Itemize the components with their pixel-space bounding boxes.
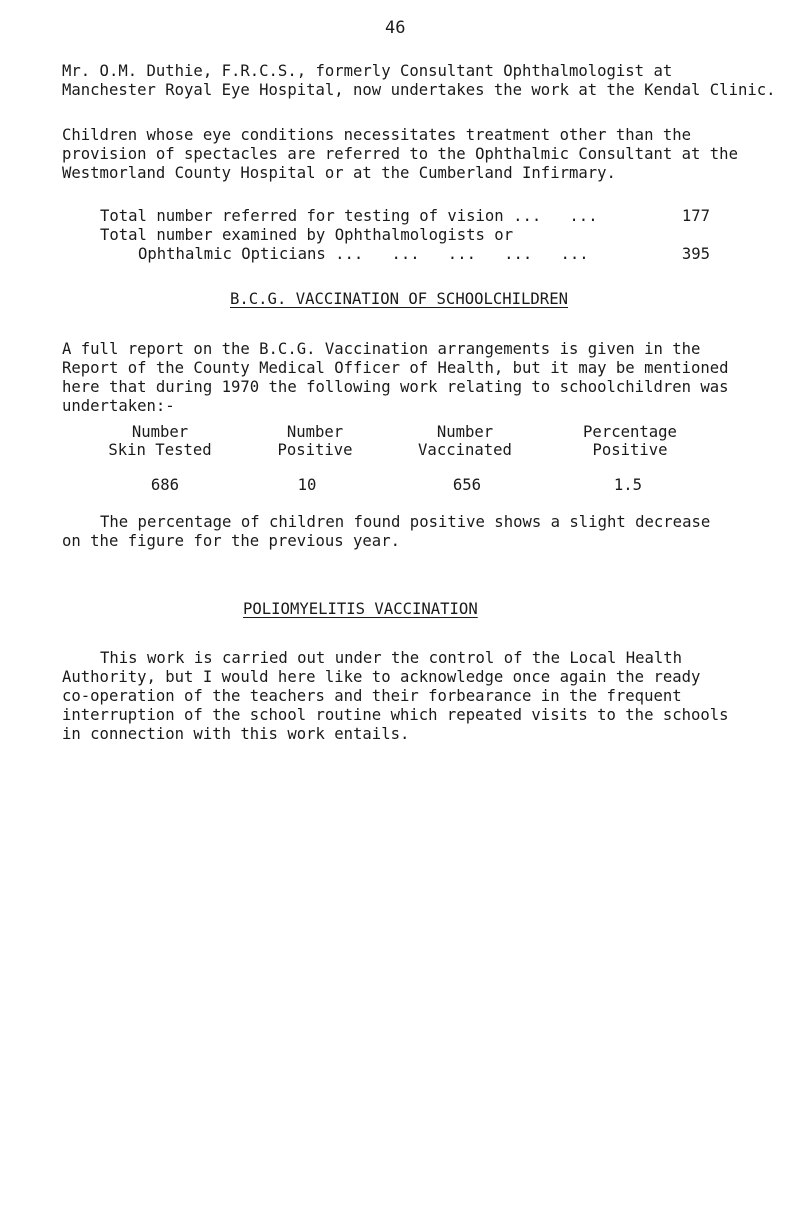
header-line: Number — [286, 423, 344, 441]
page-number: 46 — [385, 18, 406, 38]
stat-examined-label-2: Ophthalmic Opticians ... ... ... ... ... — [138, 245, 589, 263]
para1-line-1: Mr. O.M. Duthie, F.R.C.S., formerly Consultant Ophthalmologist at — [62, 62, 673, 80]
polio-heading: POLIOMYELITIS VACCINATION — [243, 600, 478, 618]
polio-para-line-1: This work is carried out under the control of the Local Health — [100, 649, 683, 667]
table-header-vaccinated — [400, 423, 530, 459]
table-value-percentage: 1.5 — [613, 476, 643, 494]
header-line: Number — [131, 423, 189, 441]
header-line: Percentage — [583, 423, 677, 441]
polio-para-line-2: Authority, but I would here like to acknowledge once again the ready — [62, 668, 701, 686]
header-line: Skin Tested — [108, 441, 212, 459]
bcg-heading: B.C.G. VACCINATION OF SCHOOLCHILDREN — [230, 290, 568, 308]
table-value-positive: 10 — [297, 476, 317, 494]
stat-referred-label: Total number referred for testing of vision ... ... — [100, 207, 598, 225]
bcg-conclusion-line-2: on the figure for the previous year. — [62, 532, 400, 550]
para2-line-2: provision of spectacles are referred to the Ophthalmic Consultant at the — [62, 145, 738, 163]
header-line: Number — [436, 423, 494, 441]
table-header-positive — [260, 423, 370, 459]
para2-line-3: Westmorland County Hospital or at the Cumberland Infirmary. — [62, 164, 616, 182]
polio-para-line-4: interruption of the school routine which repeated visits to the schools — [62, 706, 729, 724]
polio-para-line-5: in connection with this work entails. — [62, 725, 410, 743]
para1-line-2: Manchester Royal Eye Hospital, now undertakes the work at the Kendal Clinic. — [62, 81, 776, 99]
table-value-skin-tested: 686 — [150, 476, 180, 494]
bcg-para-line-3: here that during 1970 the following work relating to schoolchildren was — [62, 378, 729, 396]
stat-examined-value: 395 — [681, 245, 710, 263]
header-line: Positive — [277, 441, 353, 459]
bcg-conclusion-line-1: The percentage of children found positive shows a slight decrease — [100, 513, 711, 531]
para2-line-1: Children whose eye conditions necessitates treatment other than the — [62, 126, 692, 144]
table-header-percentage — [560, 423, 700, 459]
table-header-skin-tested — [100, 423, 220, 459]
stat-examined-label-1: Total number examined by Ophthalmologists or — [100, 226, 514, 244]
polio-para-line-3: co-operation of the teachers and their forbearance in the frequent — [62, 687, 682, 705]
stat-referred-value: 177 — [681, 207, 710, 225]
header-line: Positive — [592, 441, 668, 459]
bcg-para-line-2: Report of the County Medical Officer of Health, but it may be mentioned — [62, 359, 729, 377]
header-line: Vaccinated — [418, 441, 512, 459]
bcg-para-line-1: A full report on the B.C.G. Vaccination arrangements is given in the — [62, 340, 701, 358]
bcg-para-line-4: undertaken:- — [62, 397, 175, 415]
table-value-vaccinated: 656 — [452, 476, 482, 494]
